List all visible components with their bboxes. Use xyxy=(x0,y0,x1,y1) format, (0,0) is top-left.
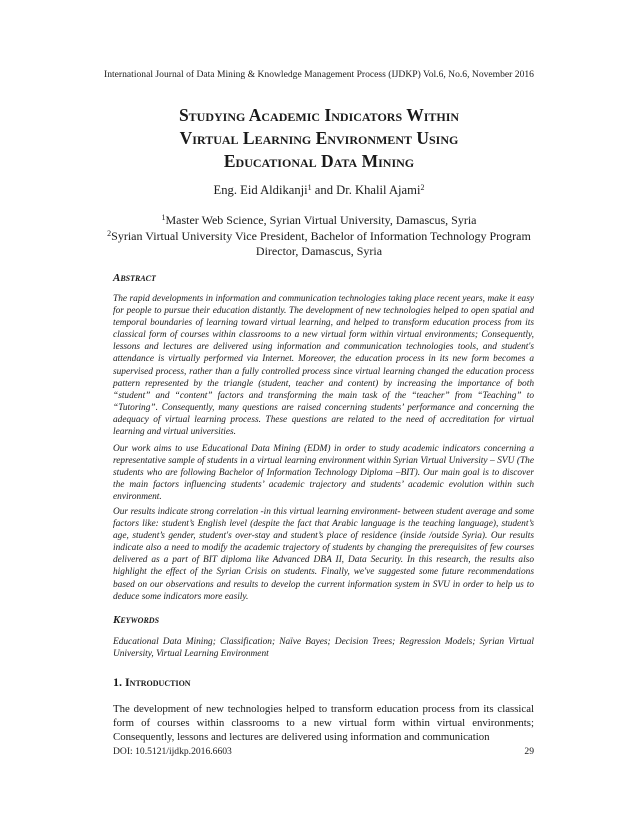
affiliation-1-sup: 1 xyxy=(161,213,166,222)
abstract-paragraph-1: The rapid developments in information and communication technologies taking place recent years, make it easy for people to pursue their education distantly. The development of new technologies helped to open spatial and temporal boundaries of learning toward virtual learning, and helped to transform education process from its classical form of courses within classrooms to a new virtual form within virtual environments; Consequently, lessons and lectures are delivered using information and communication technologies tools, and student's attendance is virtually performed via Internet. Moreover, the education process in its new form becomes a supervised process, rather than a fully controlled process since virtual learning changed the education process pattern represented by the triangle (student, teacher and content) by increasing the importance of both “student” and “content” factors and transforming the main task of the “teacher” from “Teaching” to “Tutoring”. Consequently, many questions are raised concerning students’ performance and concerning the adequacy of virtual learning process. These questions are related to the need of accreditation for virtual learning and virtual universities. xyxy=(113,294,534,438)
title-line-2: Virtual Learning Environment Using xyxy=(179,128,459,148)
affiliation-1-text: Master Web Science, Syrian Virtual University, Damascus, Syria xyxy=(165,213,477,227)
affiliation-2-sup: 2 xyxy=(107,228,112,238)
keywords-heading: Keywords xyxy=(113,614,160,626)
affiliation-2-text-line-1: Syrian Virtual University Vice President, Bachelor of Information Technology Program xyxy=(111,228,531,243)
affiliation-2-text-line-2: Director, Damascus, Syria xyxy=(255,244,383,258)
abstract-heading: Abstract xyxy=(113,272,156,284)
introduction-heading: 1. Introduction xyxy=(113,675,191,689)
affiliation-1 xyxy=(80,213,558,229)
affiliation-2 xyxy=(80,229,558,245)
doi-link: DOI: 10.5121/ijdkp.2016.6603 xyxy=(113,746,232,757)
author-conjunction: and xyxy=(311,183,337,197)
author-1-sup: 1 xyxy=(307,183,312,192)
author-2: Dr. Khalil Ajami xyxy=(336,183,421,197)
abstract-paragraph-3: Our results indicate strong correlation -in this virtual learning environment- between student average and some factors like: student’s English level (despite the fact that Arabic language is the teaching language), student’s age, student’s gender, student's over-stay and student’s place of residence (inside /outside Syria). Our results indicate also a need to modify the academic trajectory of students by changing the prerequisites of few courses delivered as a part of BIT diploma like Advanced DBA II, Data Security. In this research, the results also highlight the effect of the Syrian Crisis on students. Finally, we've suggested some future recommendations based on our observations and results to develop the current information system in SVU in order to help us to deduce some indicators more easily. xyxy=(113,507,534,602)
author-2-sup: 2 xyxy=(420,183,425,192)
page-number: 29 xyxy=(524,746,534,757)
title-line-1: Studying Academic Indicators Within xyxy=(178,105,460,125)
author-1: Eng. Eid Aldikanji xyxy=(213,183,308,197)
paper-title xyxy=(60,104,578,173)
title-line-3: Educational Data Mining xyxy=(223,151,415,171)
author-list xyxy=(0,183,638,198)
journal-header: International Journal of Data Mining & Knowledge Management Process (IJDKP) Vol.6, No.6, November 2016 xyxy=(104,69,534,80)
abstract-paragraph-2: Our work aims to use Educational Data Mining (EDM) in order to study academic indicators concerning a representative sample of students in a virtual learning environment within Syrian Virtual University – SVU (The students who are following Bachelor of Information Technology Diploma –BIT). Our main goal is to discover the main factors influencing students’ academic trajectory and students’ academic evolution within such environment. xyxy=(113,444,534,503)
affiliations xyxy=(80,213,558,260)
introduction-text: The development of new technologies helped to transform education process from its classical form of courses within classrooms to a new virtual form within virtual environments; Consequently, lessons and lectures are delivered using information and communication xyxy=(113,703,534,743)
keywords-text: Educational Data Mining; Classification; Naïve Bayes; Decision Trees; Regression Models; Syrian Virtual University, Virtual Learning Environment xyxy=(113,637,534,660)
